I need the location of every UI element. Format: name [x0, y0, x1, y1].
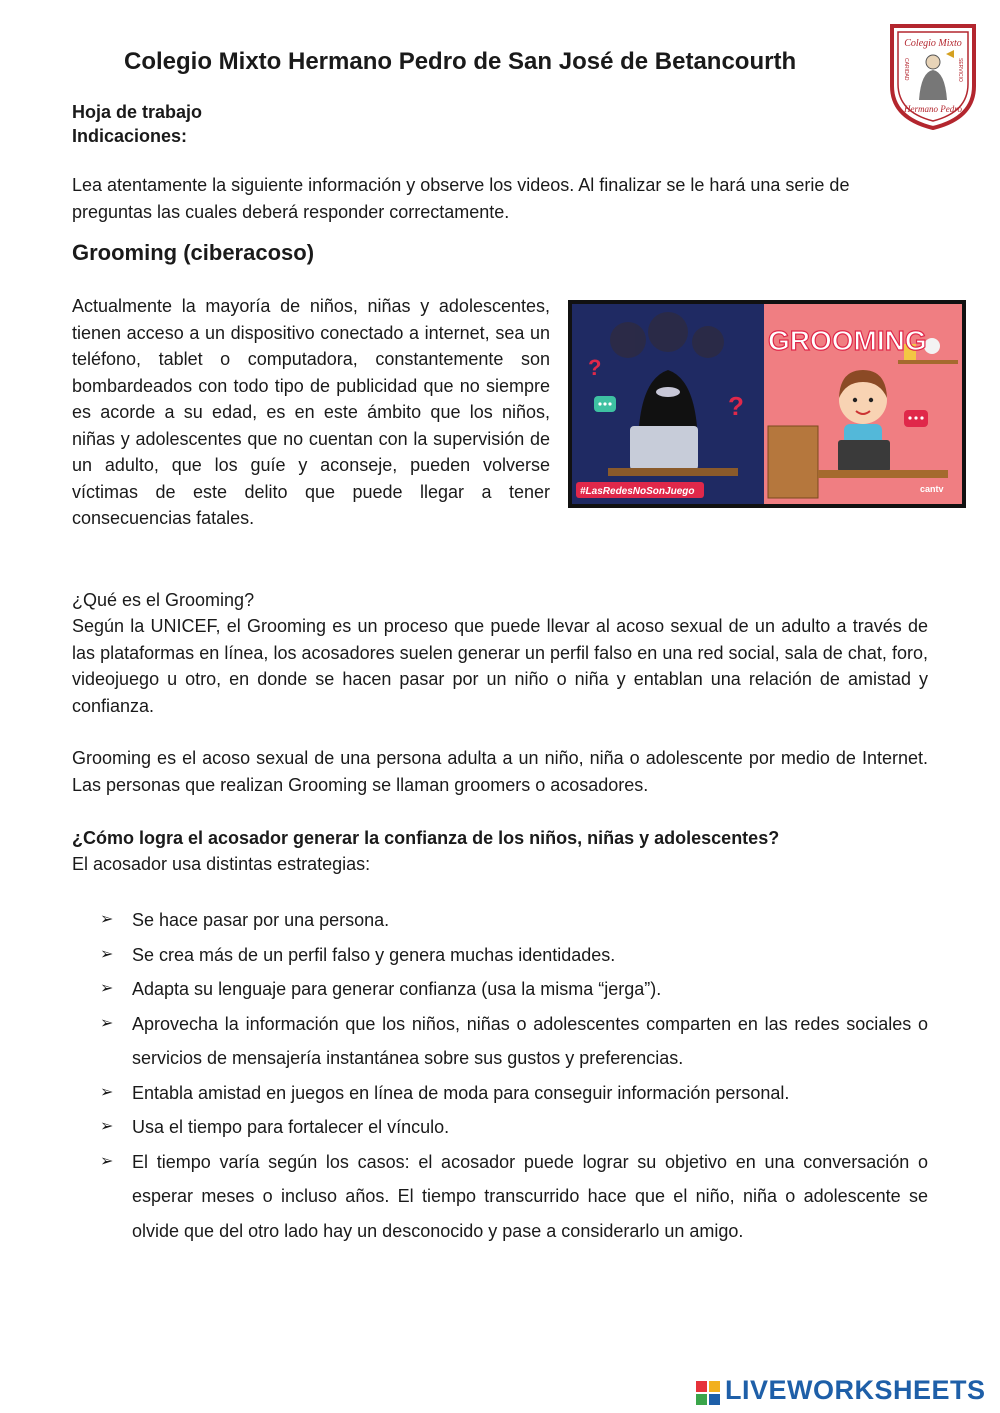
arrow-bullet-icon: ➢: [100, 1083, 114, 1101]
list-item: ➢ Usa el tiempo para fortalecer el vínculo.: [100, 1110, 928, 1145]
list-item: ➢ Se hace pasar por una persona.: [100, 903, 928, 938]
definition-paragraph: Grooming es el acoso sexual de una persona adulta a un niño, niña o adolescente por medio de Internet. Las personas que realizan Grooming se llaman groomers o acosadores.: [72, 748, 928, 795]
strategies-list: [100, 903, 928, 1248]
section-title: Grooming (ciberacoso): [72, 240, 315, 265]
instructions-text: Lea atentamente la siguiente información y observe los videos. Al finalizar se le hará una serie de preguntas las cuales deberá responder correctamente.: [72, 175, 850, 222]
list-item: ➢ Aprovecha la información que los niños, niñas o adolescentes comparten en las redes sociales o servicios de mensajería instantánea sobre sus gustos y preferencias.: [100, 1007, 928, 1076]
school-crest-logo: [886, 20, 980, 132]
worksheet-label: Hoja de trabajo: [72, 102, 203, 122]
arrow-bullet-icon: ➢: [100, 980, 114, 997]
desk: [608, 468, 738, 476]
crest-bottom-text: Hermano Pedro: [904, 104, 962, 114]
arrow-bullet-icon: ➢: [100, 945, 114, 963]
how-intro: El acosador usa distintas estrategias:: [72, 854, 371, 874]
arrow-bullet-icon: ➢: [100, 1014, 114, 1032]
arrow-bullet-icon: ➢: [100, 1118, 114, 1135]
list-item: ➢ Se crea más de un perfil falso y genera muchas identidades.: [100, 938, 928, 973]
grooming-illustration: [568, 300, 966, 508]
how-question: ¿Cómo logra el acosador generar la confianza de los niños, niñas y adolescentes?: [72, 828, 780, 848]
arrow-bullet-icon: ➢: [100, 1152, 114, 1170]
crest-top-text: Colegio Mixto: [904, 38, 962, 49]
crest-right-text: SERVICIO: [957, 58, 963, 82]
school-title: Colegio Mixto Hermano Pedro de San José de Betancourth: [124, 48, 797, 75]
question-mark-icon: ?: [728, 391, 744, 421]
arrow-bullet-icon: ➢: [100, 911, 114, 928]
intro-paragraph: Actualmente la mayoría de niños, niñas y adolescentes, tienen acceso a un dispositivo conectado a internet, sea un teléfono, tablet o computadora, constantemente son bombardeados con todo tipo de publicidad que no siempre es acorde a su edad, es en este ámbito que los niños, niñas y adolescentes que no cuentan con la supervisión de un adulto, que los guíe y aconseje, pueden volverse víctimas de este delito que puede llegar a tener consecuencias fatales.: [72, 296, 550, 528]
chat-bubble-icon: [594, 396, 616, 412]
illustration-title: GROOMING: [768, 325, 927, 356]
crest-left-text: CARIDAD: [903, 58, 909, 81]
list-item: ➢ Adapta su lenguaje para generar confianza (usa la misma “jerga”).: [100, 972, 928, 1007]
dresser: [768, 426, 818, 498]
list-item: ➢ El tiempo varía según los casos: el acosador puede lograr su objetivo en una conversación o esperar meses o incluso años. El tiempo transcurrido hace que el niño, niña o adolescente se olvide que del otro lado hay un desconocido y pase a considerarlo un amigo.: [100, 1145, 928, 1249]
unicef-paragraph: Según la UNICEF, el Grooming es un proceso que puede llevar al acoso sexual de un adulto a través de las plataformas en línea, los acosadores suelen generar un perfil falso en una red social, sala de chat, foro, videojuego u otro, en donde se hacen pasar por un niño o niña y entablan una relación de amistad y confianza.: [72, 616, 928, 716]
girl-laptop-icon: [838, 440, 890, 472]
girl-desk: [818, 470, 948, 478]
what-is-grooming-question: ¿Qué es el Grooming?: [72, 590, 255, 610]
illustration-brand: cantv: [920, 484, 944, 494]
liveworksheets-brand[interactable]: LIVEWORKSHEETS: [725, 1375, 986, 1405]
chat-bubble-icon: [904, 410, 928, 427]
list-item: ➢ Entabla amistad en juegos en línea de moda para conseguir información personal.: [100, 1076, 928, 1111]
laptop-icon: [630, 426, 698, 470]
instructions-label: Indicaciones:: [72, 126, 188, 146]
illustration-hashtag: #LasRedesNoSonJuego: [580, 486, 695, 497]
question-mark-icon: ?: [588, 355, 602, 380]
liveworksheets-logo-icon: [696, 1381, 720, 1405]
